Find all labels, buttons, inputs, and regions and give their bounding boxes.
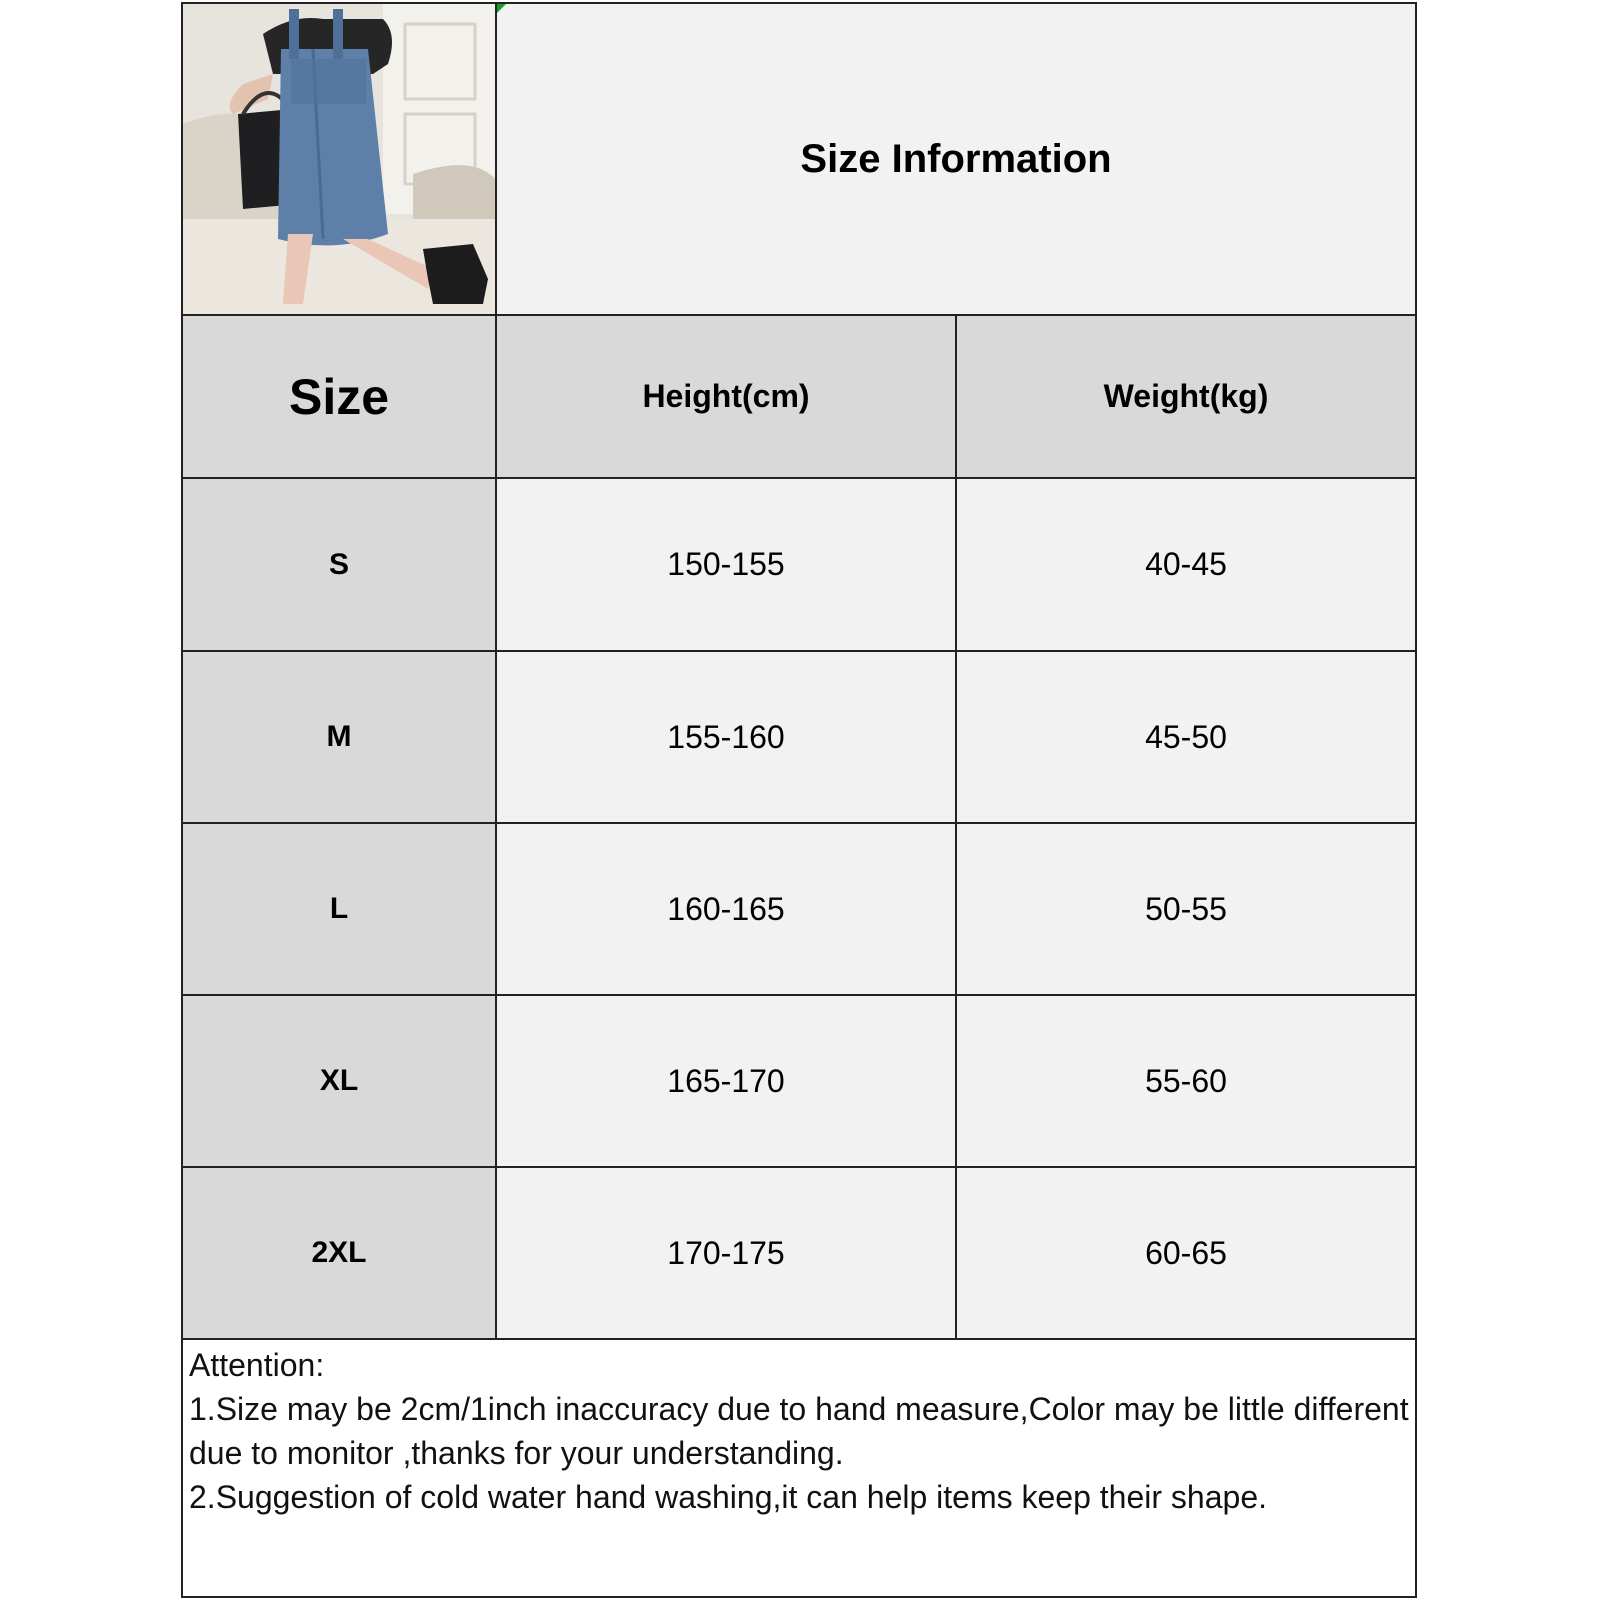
column-header-height: Height(cm) [497, 316, 957, 477]
size-cell: 2XL [183, 1168, 497, 1338]
corner-mark [497, 4, 506, 13]
size-chart [181, 2, 1417, 1598]
size-cell: M [183, 652, 497, 822]
height-cell: 165-170 [497, 996, 957, 1166]
height-cell: 170-175 [497, 1168, 957, 1338]
weight-cell: 60-65 [957, 1168, 1415, 1338]
column-header-size: Size [183, 316, 497, 477]
weight-cell: 50-55 [957, 824, 1415, 994]
table-row [183, 1168, 1415, 1340]
size-cell: XL [183, 996, 497, 1166]
height-cell: 155-160 [497, 652, 957, 822]
size-cell: L [183, 824, 497, 994]
weight-cell: 55-60 [957, 996, 1415, 1166]
attention-notes [183, 1341, 1415, 1596]
notes-line-2: 2.Suggestion of cold water hand washing,it can help items keep their shape. [189, 1479, 1267, 1515]
table-row [183, 652, 1415, 824]
table-header-row [183, 316, 1415, 479]
table-row [183, 996, 1415, 1168]
height-cell: 160-165 [497, 824, 957, 994]
column-header-weight: Weight(kg) [957, 316, 1415, 477]
table-row [183, 824, 1415, 996]
notes-line-1: 1.Size may be 2cm/1inch inaccuracy due to hand measure,Color may be little different due to monitor ,thanks for your understanding. [189, 1391, 1409, 1471]
weight-cell: 45-50 [957, 652, 1415, 822]
table-row [183, 479, 1415, 652]
size-cell: S [183, 479, 497, 650]
size-table [183, 316, 1415, 1340]
weight-cell: 40-45 [957, 479, 1415, 650]
notes-heading: Attention: [189, 1347, 325, 1383]
product-photo [183, 4, 497, 316]
title-cell [497, 4, 1415, 316]
page-title: Size Information [800, 136, 1112, 181]
height-cell: 150-155 [497, 479, 957, 650]
